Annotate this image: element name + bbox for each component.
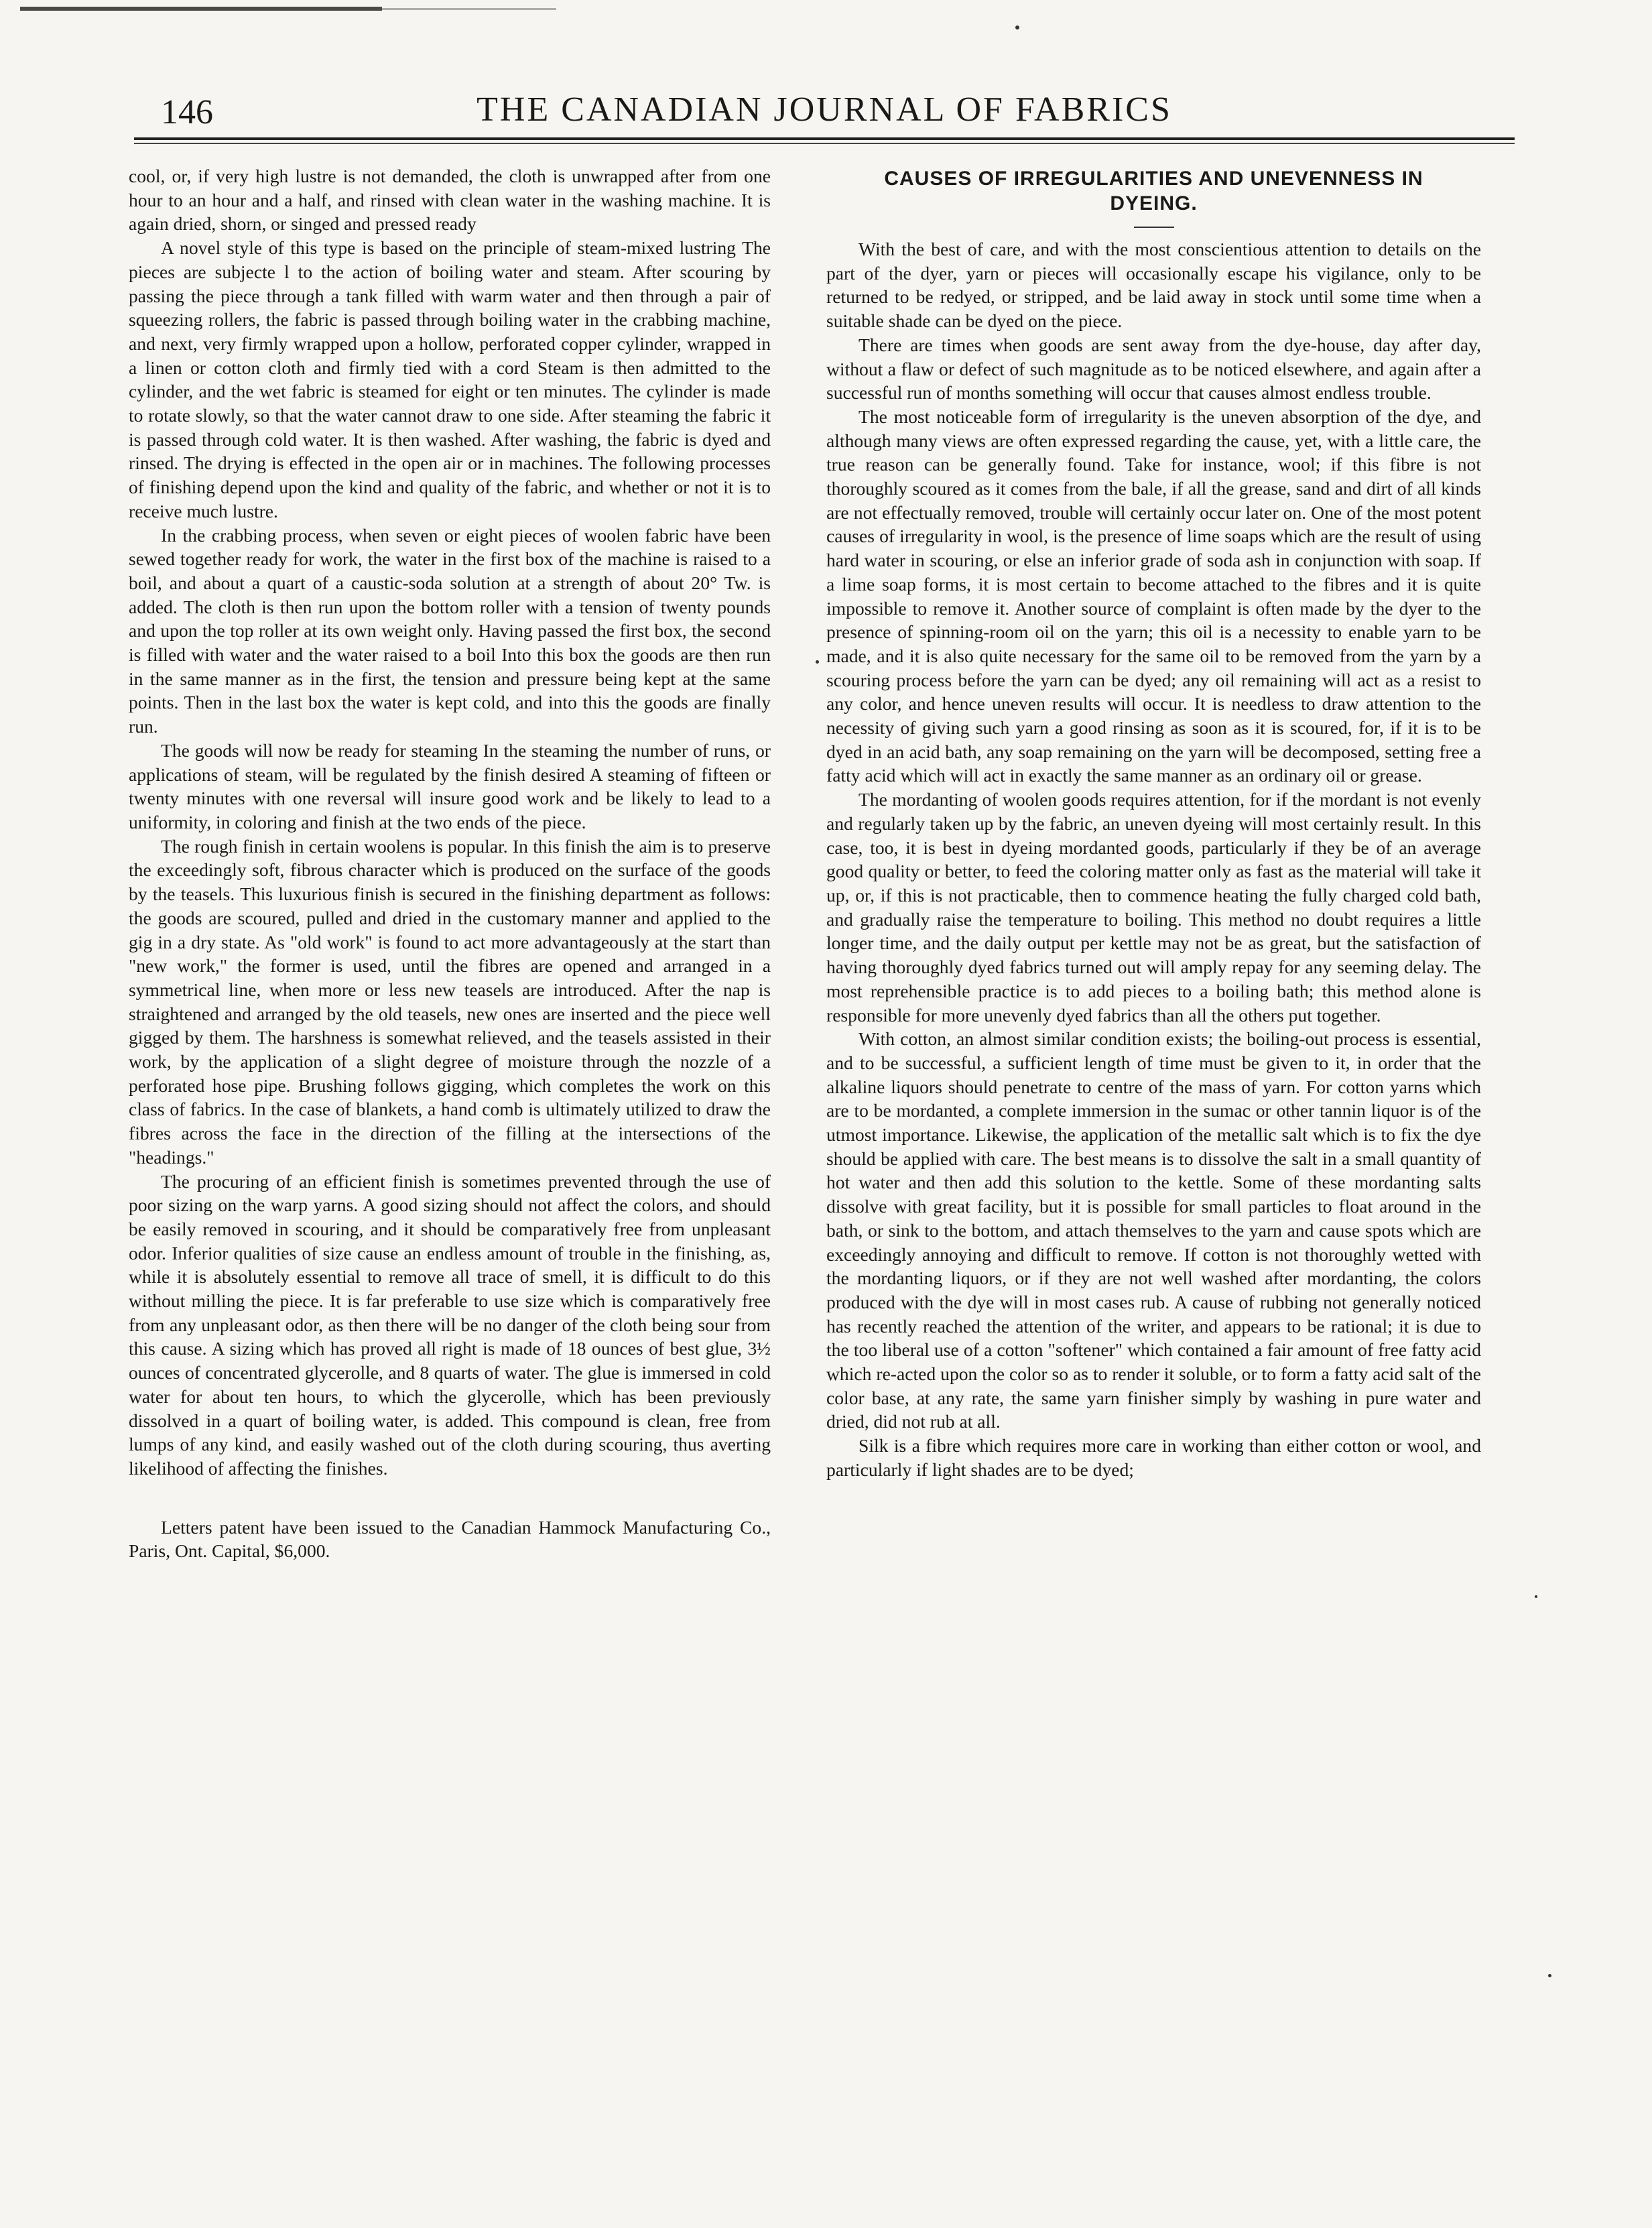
journal-title: THE CANADIAN JOURNAL OF FABRICS xyxy=(476,90,1172,129)
paragraph: A novel style of this type is based on the principle of steam-mixed lustring The pieces are subjecte l to the action of boiling water and steam. After scouring by passing the piece through a tank filled with warm water and then through a pair of squeezing rollers, the fabric is passed through boiling water in the crabbing machine, and next, very firmly wrapped upon a hollow, perforated copper cylinder, wrapped in a linen or cotton cloth and firmly tied with a cord Steam is then admitted to the cylinder, and the wet fabric is steamed for eight or ten minutes. The cylinder is made to rotate slowly, so that the water cannot draw to one side. After steaming the fabric it is passed through cold water. It is then washed. After washing, the fabric is dyed and rinsed. The drying is effected in the open air or in machines. The following processes of finishing depend upon the kind and quality of the fabric, and whether or not it is to receive much lustre. xyxy=(129,237,771,521)
paragraph: The goods will now be ready for steaming In the steaming the number of runs, or applications of steam, will be regulated by the finish desired A steaming of fifteen or twenty minutes with one reversal will insure good work and be likely to lead to a uniformity, in coloring and finish at the two ends of the piece. xyxy=(129,739,771,832)
page-number: 146 xyxy=(161,93,213,131)
scan-speck xyxy=(1548,1974,1551,1977)
heading-divider xyxy=(1134,227,1174,228)
scan-artifact-top xyxy=(20,7,382,11)
paragraph: The most noticeable form of irregularity is the uneven absorption of the dye, and although many views are often expressed regarding the cause, yet, with a little care, the true reason can be generally found. Take for instance, wool; if this fibre is not thoroughly scoured as it comes from the bale, if all the grease, sand and dirt of all kinds are not effectually removed, trouble will certainly occur later on. One of the most potent causes of irregularity in wool, is the presence of lime soaps which are the result of using hard water in scouring, or else an inferior grade of soda ash in conjunction with soap. If a lime soap forms, it is most certain to become attached to the fibres and it is quite impossible to remove it. Another source of complaint is often made by the dyer to the presence of spinning-room oil on the yarn; this oil is a necessity to enable yarn to be made, and it is also quite necessary for the same oil to be removed from the yarn by a scouring process before the yarn can be dyed; any oil remaining will act as a resist to any color, and hence uneven results will occur. It is needless to draw attention to the necessity of giving such yarn a good rinsing as soon as it is scoured, for, if it is to be dyed in an acid bath, any soap remaining on the yarn will be decomposed, setting free a fatty acid which will act in exactly the same manner as an ordinary oil or grease. xyxy=(826,406,1481,786)
paragraph: The rough finish in certain woolens is popular. In this finish the aim is to preserve the exceedingly soft, fibrous character which is produced on the surface of the goods by the teasels. This luxurious finish is secured in the finishing department as follows: the goods are scoured, pulled and dried in the customary manner and applied to the gig in a dry state. As "old work" is found to act more advantageously at the start than "new work," the former is used, until the fibres are opened and arranged in a symmetrical line, when more or less new teasels are introduced. After the nap is straightened and arranged by the old teasels, new ones are inserted and the piece well gigged by them. The harshness is somewhat relieved, and the teasels assisted in their work, by the application of a slight degree of moisture through the nozzle of a perforated hose pipe. Brushing follows gigging, which completes the work on this class of fabrics. In the case of blankets, a hand comb is ultimately utilized to draw the fibres across the face in the direction of the filling at the intersections of the "headings." xyxy=(129,835,771,1168)
scan-speck xyxy=(1015,25,1019,29)
scan-speck xyxy=(1535,1595,1537,1598)
paragraph: In the crabbing process, when seven or eight pieces of woolen fabric have been sewed together ready for work, the water in the first box of the machine is raised to a boil, and about a quart of a caustic-soda solution at a strength of about 20° Tw. is added. The cloth is then run upon the bottom roller with a tension of twenty pounds and upon the top roller at its own weight only. Having passed the first box, the second is filled with water and the water raised to a boil Into this box the goods are then run in the same manner as in the first, the tension and pressure being kept at the same points. Then in the last box the water is kept cold, and into this the goods are finally run. xyxy=(129,524,771,737)
patent-notice: Letters patent have been issued to the Canadian Hammock Manufacturing Co., Paris, Ont. Capital, $6,000. xyxy=(129,1516,771,1562)
right-column xyxy=(826,166,1481,1482)
paragraph: The procuring of an efficient finish is sometimes prevented through the use of poor sizing on the warp yarns. A good sizing should not affect the colors, and should be easily removed in scouring, and it should be comparatively free from unpleasant odor. Inferior qualities of size cause an endless amount of trouble in the finishing, as, while it is absolutely essential to remove all trace of smell, it is difficult to do this without milling the piece. It is far preferable to use size which is comparatively free from any unpleasant odor, as then there will be no danger of the cloth being sour from this cause. A sizing which has proved all right is made of 18 ounces of best glue, 3½ ounces of concentrated glycerolle, and 8 quarts of water. The glue is immersed in cold water for about ten hours, to which the glycerolle, which has been previously dissolved in a quart of boiling water, is added. This compound is clean, free from lumps of any kind, and easily washed out of the cloth during scouring, thus averting likelihood of affecting the finishes. xyxy=(129,1170,771,1479)
left-column xyxy=(129,164,771,1563)
paragraph: With cotton, an almost similar condition exists; the boiling-out process is essential, and to be successful, a sufficient length of time must be given to it, in order that the alkaline liquors should penetrate to centre of the mass of yarn. For cotton yarns which are to be mordanted, a complete immersion in the sumac or other tannin liquor is of the utmost importance. Likewise, the application of the metallic salt which is to fix the dye should be applied with care. The best means is to dissolve the salt in a small quantity of hot water and then add this solution to the kettle. Some of these mordanting salts dissolve with great facility, but it is possible for small particles to float around in the bath, or sink to the bottom, and attach themselves to the yarn and cause spots which are exceedingly annoying and difficult to remove. If cotton is not thoroughly wetted with the mordanting liquors, or if they are not well washed after mordanting, the colors produced with the dye will in most cases rub. A cause of rubbing not generally noticed has recently reached the attention of the writer, and appears to be rational; it is due to the too liberal use of a cotton "softener" which contained a fair amount of free fatty acid which re-acted upon the color so as to render it soluble, or to form a fatty acid salt of the color base, at any rate, the same yarn finisher simply by washing in pure water and dried, did not rub at all. xyxy=(826,1028,1481,1432)
paragraph: The mordanting of woolen goods requires attention, for if the mordant is not evenly and regularly taken up by the fabric, an uneven dyeing will most certainly result. In this case, too, it is best in dyeing mordanted goods, particularly if they be of an average good quality or better, to feed the coloring matter only as fast as the material will take it up, or, if this is not practicable, then to commence heating the fully charged cold bath, and gradually raise the temperature to boiling. This method no doubt requires a little longer time, and the daily output per kettle may not be as great, but the satisfaction of having thoroughly dyed fabrics turned out will amply repay for any seeming delay. The most reprehensible practice is to add pieces to a boiling bath; this method alone is responsible for more unevenly dyed fabrics than all the others put together. xyxy=(826,789,1481,1026)
article-heading: CAUSES OF IRREGULARITIES AND UNEVENNESS IN DYEING. xyxy=(884,168,1423,214)
header-rule-thin xyxy=(134,143,1515,144)
paragraph: With the best of care, and with the most conscientious attention to details on the part of the dyer, yarn or pieces will occasionally escape his vigilance, only to be returned to be redyed, or stripped, and be laid away in stock until some time when a suitable shade can be dyed on the piece. xyxy=(826,239,1481,332)
scan-artifact-top-faint xyxy=(382,8,556,10)
paragraph: cool, or, if very high lustre is not demanded, the cloth is unwrapped after from one hour to an hour and a half, and rinsed with clean water in the washing machine. It is again dried, shorn, or singed and pressed ready xyxy=(129,166,771,235)
page-header xyxy=(134,80,1515,141)
paragraph: Silk is a fibre which requires more care in working than either cotton or wool, and particularly if light shades are to be dyed; xyxy=(826,1435,1481,1480)
scan-speck xyxy=(816,660,819,664)
paragraph: There are times when goods are sent away from the dye-house, day after day, without a flaw or defect of such magnitude as to be noticed elsewhere, and again after a successful run of months something will occur that causes almost endless trouble. xyxy=(826,334,1481,404)
header-rule xyxy=(134,137,1515,140)
